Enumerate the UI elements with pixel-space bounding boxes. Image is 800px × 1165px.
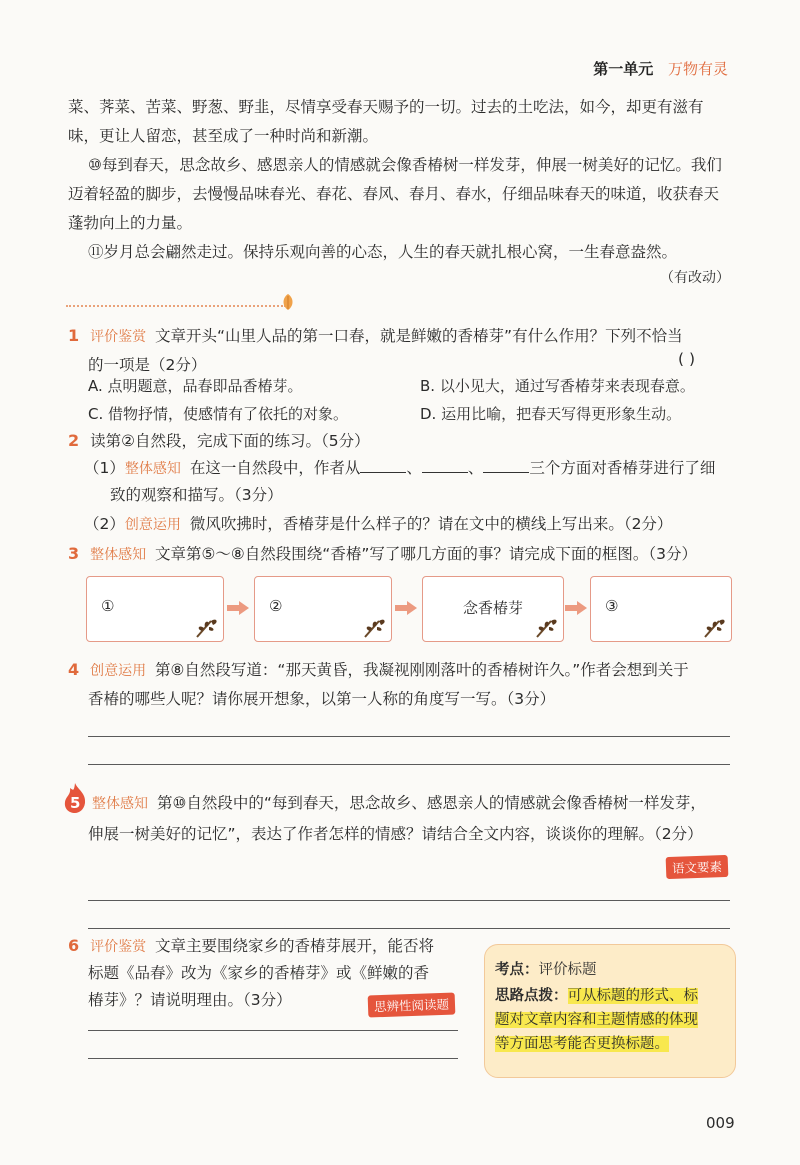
flow-arrow-icon (395, 601, 417, 615)
question-text: 第⑩自然段中的“每到春天，思念故乡、感恩亲人的情感就会像香椿树一样发芽， (156, 794, 706, 812)
subquestion-2 (84, 513, 672, 536)
tip-point-value: 评价标题 (538, 962, 597, 978)
question-number: 3 (68, 544, 80, 563)
question-number: 1 (68, 326, 80, 345)
question-text: 文章主要围绕家乡的香椿芽展开，能否将 (155, 937, 435, 955)
question-2 (68, 430, 370, 452)
answer-line[interactable] (88, 900, 730, 901)
tip-hint (495, 985, 698, 1007)
source-note: （有改动） (660, 270, 730, 286)
tip-hint-label: 思路点拨： (495, 988, 568, 1004)
subquestion-tag: 整体感知 (124, 461, 181, 477)
separator: 、 (406, 459, 422, 477)
flow-box-label: ① (101, 597, 115, 615)
sprig-icon (533, 611, 561, 639)
subquestion-text: 致的观察和描写。（3分） (110, 486, 283, 504)
tip-card (484, 944, 736, 1078)
tip-point-label: 考点： (495, 962, 539, 978)
answer-blank[interactable] (360, 458, 406, 473)
option-b[interactable]: B. 以小见大，通过写香椿芽来表现春意。 (420, 377, 695, 395)
page-number: 009 (706, 1114, 735, 1132)
answer-line[interactable] (88, 764, 730, 765)
question-3 (68, 543, 697, 566)
question-text: 椿芽》？请说明理由。（3分） (88, 991, 292, 1009)
tip-hint-line: 题对文章内容和主题情感的体现 (495, 1012, 698, 1028)
question-text: 香椿的哪些人呢？请你展开想象，以第一人称的角度写一写。（3分） (88, 690, 556, 708)
subquestion-text: 在这一自然段中，作者从 (189, 459, 361, 477)
answer-line[interactable] (88, 736, 730, 737)
unit-header (593, 58, 728, 79)
question-number: 2 (68, 431, 80, 450)
passage-line: ⑩每到春天，思念故乡、感恩亲人的情感就会像香椿树一样发芽，伸展一树美好的记忆。我们 (88, 156, 722, 174)
answer-blank[interactable] (483, 458, 529, 473)
passage-line: 菜、荠菜、苦菜、野葱、野韭，尽情享受春天赐予的一切。过去的土吃法，如今，却更有滋有 (68, 98, 704, 116)
question-tag: 整体感知 (92, 796, 148, 812)
flow-arrow-icon (227, 601, 249, 615)
question-4 (68, 659, 689, 682)
tip-point (495, 959, 597, 981)
tip-hint-text (495, 1009, 698, 1031)
flow-box-label: 念香椿芽 (462, 599, 523, 617)
tip-hint-text: 可从标题的形式、标 (567, 988, 698, 1004)
passage-line: 味，更让人留恋，甚至成了一种时尚和新潮。 (68, 127, 379, 145)
question-5 (92, 792, 706, 815)
flow-box-2[interactable] (254, 576, 392, 642)
subquestion-number: （1） (84, 459, 125, 477)
subquestion-text: 三个方面对香椿芽进行了细 (529, 459, 716, 477)
answer-line[interactable] (88, 1030, 458, 1031)
flow-box-4[interactable] (590, 576, 732, 642)
passage-line: ⑪岁月总会翩然走过。保持乐观向善的心态，人生的春天就扎根心窝，一生春意盎然。 (88, 243, 678, 261)
answer-line[interactable] (88, 1058, 458, 1059)
question-text: 第⑧自然段写道：“那天黄昏，我凝视刚刚落叶的香椿树许久。”作者会想到关于 (155, 661, 689, 679)
question-tag: 整体感知 (90, 547, 147, 563)
flow-box-1[interactable] (86, 576, 224, 642)
unit-theme: 万物有灵 (667, 60, 728, 78)
question-tag: 评价鉴赏 (90, 939, 147, 955)
question-text: 标题《品春》改为《家乡的香椿芽》或《鲜嫩的香 (88, 964, 430, 982)
question-tag: 创意运用 (90, 663, 147, 679)
question-text: 文章开头“山里人品的第一口春，就是鲜嫩的香椿芽”有什么作用？下列不恰当 (155, 327, 683, 345)
flow-box-label: ③ (605, 597, 619, 615)
question-number: 6 (68, 936, 80, 955)
option-c[interactable]: C. 借物抒情，使感情有了依托的对象。 (88, 405, 349, 423)
question-text: 伸展一树美好的记忆”，表达了作者怎样的情感？请结合全文内容，谈谈你的理解。（2分） (88, 825, 703, 843)
flow-box-3 (422, 576, 564, 642)
tip-hint-text (495, 1033, 669, 1055)
sprig-icon (701, 611, 729, 639)
leaf-icon (280, 293, 296, 311)
question-tag: 评价鉴赏 (90, 329, 147, 345)
option-a[interactable]: A. 点明题意，品春即品香椿芽。 (88, 377, 303, 395)
answer-blank[interactable] (422, 458, 468, 473)
answer-line[interactable] (88, 928, 730, 929)
tip-hint-line: 等方面思考能否更换标题。 (495, 1036, 669, 1052)
question-6 (68, 935, 434, 958)
sprig-icon (361, 611, 389, 639)
question-text: 文章第⑤～⑧自然段围绕“香椿”写了哪几方面的事？请完成下面的框图。（3分） (155, 545, 697, 563)
passage-line: 蓬勃向上的力量。 (68, 214, 193, 232)
subquestion-tag: 创意运用 (124, 517, 181, 533)
question-text: 读第②自然段，完成下面的练习。（5分） (90, 432, 370, 450)
option-d[interactable]: D. 运用比喻，把春天写得更形象生动。 (420, 405, 682, 423)
question-number: 5 (70, 794, 81, 812)
sprig-icon (193, 611, 221, 639)
separator: 、 (467, 459, 484, 477)
flow-arrow-icon (565, 601, 587, 615)
language-element-badge: 语文要素 (666, 855, 729, 879)
flow-box-label: ② (269, 597, 283, 615)
question-1 (68, 325, 683, 348)
question-text: 的一项是（2分） (88, 356, 207, 374)
subquestion-text: 微风吹拂时，香椿芽是什么样子的？请在文中的横线上写出来。（2分） (189, 515, 673, 533)
section-divider (66, 305, 286, 307)
passage-line: 迈着轻盈的脚步，去慢慢品味春光、春花、春风、春月、春水，仔细品味春天的味道，收获春天 (68, 185, 720, 203)
question-number: 4 (68, 660, 80, 679)
unit-label: 第一单元 (593, 60, 654, 78)
subquestion-number: （2） (84, 515, 125, 533)
critical-reading-badge: 思辨性阅读题 (368, 992, 456, 1017)
subquestion-1 (84, 457, 715, 480)
answer-paren[interactable]: ( ) (678, 350, 696, 368)
